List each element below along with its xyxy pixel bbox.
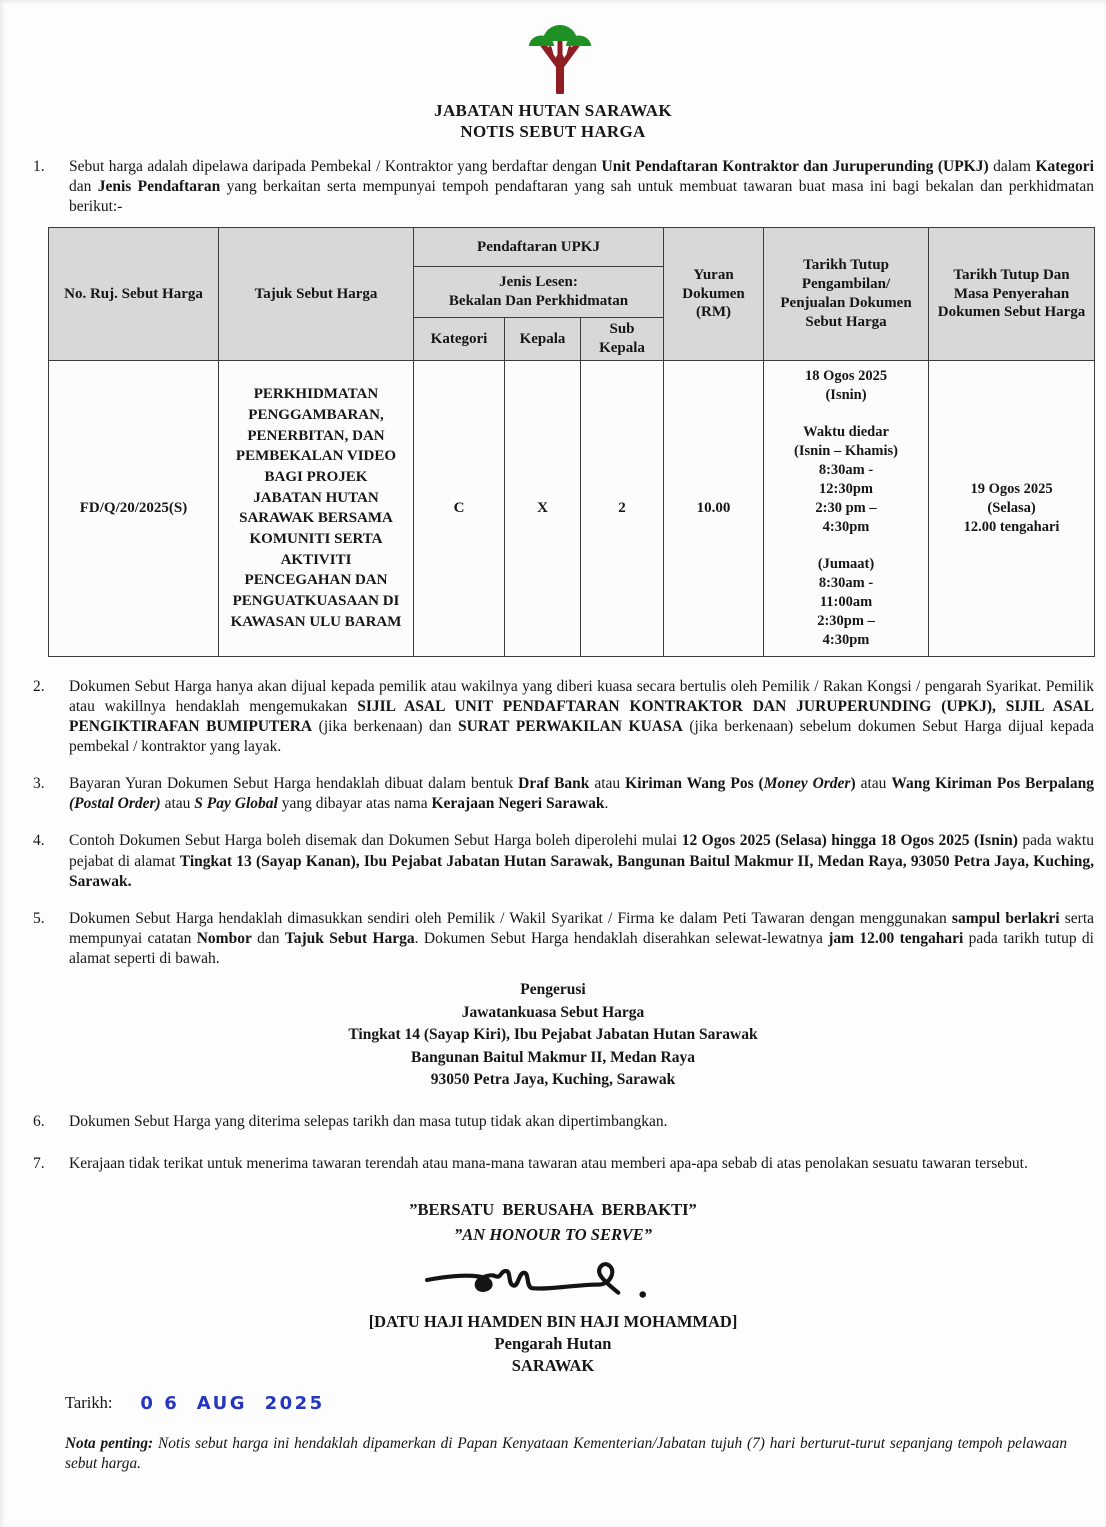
paragraph-6-number: 6.	[33, 1112, 45, 1130]
cell-kepala: X	[505, 360, 581, 656]
paragraph-1-number: 1.	[33, 157, 45, 175]
header-kategori: Kategori	[414, 317, 505, 360]
date-label: Tarikh:	[65, 1393, 113, 1413]
tender-table	[48, 227, 1095, 657]
signatory-region: SARAWAK	[511, 1355, 595, 1375]
date-row	[65, 1393, 1094, 1414]
paragraph-4	[33, 831, 1094, 891]
paragraph-4-number: 4.	[33, 832, 45, 850]
signatory-block	[12, 1311, 1094, 1376]
header-pendaftaran-upkj: Pendaftaran UPKJ	[414, 227, 664, 266]
cell-tajuk: PERKHIDMATAN PENGGAMBARAN, PENERBITAN, DAN PEMBEKALAN VIDEO BAGI PROJEK JABATAN HUTAN SARAWAK BERSAMA KOMUNITI SERTA AKTIVITI PENCEGAHAN DAN PENGUATKUASAAN DI KAWASAN ULU BARAM	[219, 360, 414, 656]
handwritten-signature-icon	[408, 1251, 698, 1309]
motto-block	[12, 1198, 1094, 1248]
paragraph-4-text: Contoh Dokumen Sebut Harga boleh disemak dan Dokumen Sebut Harga boleh diperolehi mulai 12 Ogos 2025 (Selasa) hingga 18 Ogos 2025 (Isnin) pada waktu pejabat di alamat Tingkat 13 (Sayap Kanan), Ibu Pejabat Jabatan Hutan Sarawak, Bangunan Baitul Makmur II, Medan Raya, 93050 Petra Jaya, Kuching, Sarawak.	[69, 832, 1094, 890]
paragraph-5-text: Dokumen Sebut Harga hendaklah dimasukkan sendiri oleh Pemilik / Wakil Syarikat / Firma ke dalam Peti Tawaran dengan menggunakan sampul berlakri serta mempunyai catatan Nombor dan Tajuk Sebut Harga. Dokumen Sebut Harga hendaklah diserahkan selewat-lewatnya jam 12.00 tengahari pada tarikh tutup di alamat seperti di bawah.	[69, 909, 1095, 968]
agency-logo	[12, 14, 1094, 96]
document-header	[12, 100, 1094, 143]
paragraph-2-number: 2.	[33, 677, 45, 695]
table-row	[49, 360, 1095, 656]
paragraph-3-number: 3.	[33, 775, 45, 793]
paragraph-6	[33, 1112, 1094, 1132]
submission-address: Pengerusi Jawatankuasa Sebut Harga Tingkat 14 (Sayap Kiri), Ibu Pejabat Jabatan Hutan Sarawak Bangunan Baitul Makmur II, Medan Raya 93050 Petra Jaya, Kuching, Sarawak	[348, 981, 758, 1089]
paragraph-1-text: Sebut harga adalah dipelawa daripada Pembekal / Kontraktor yang berdaftar dengan Unit Pendaftaran Kontraktor dan Juruperunding (UPKJ) dalam Kategori dan Jenis Pendaftaran yang berkaitan serta mempunyai tempoh pendaftaran yang sah untuk membuat tawaran buat masa ini bagi bekalan dan perkhidmatan berikut:-	[69, 157, 1095, 215]
cell-no-ruj: FD/Q/20/2025(S)	[49, 360, 219, 656]
paragraph-7-text: Kerajaan tidak terikat untuk menerima tawaran terendah atau mana-mana tawaran atau memberi apa-apa sebab di atas penolakan sesuatu tawaran tersebut.	[69, 1154, 1028, 1172]
signature	[12, 1251, 1094, 1311]
header-sub-kepala: Sub Kepala	[581, 317, 664, 360]
paragraph-1	[33, 157, 1094, 217]
header-no-ruj: No. Ruj. Sebut Harga	[49, 227, 219, 360]
header-jenis-lesen: Jenis Lesen: Bekalan Dan Perkhidmatan	[414, 266, 664, 317]
paragraph-5	[33, 909, 1094, 969]
cell-tarikh-penyerahan: 19 Ogos 2025 (Selasa) 12.00 tengahari	[929, 360, 1095, 656]
cell-yuran: 10.00	[664, 360, 764, 656]
signatory-name: [DATU HAJI HAMDEN BIN HAJI MOHAMMAD]	[368, 1312, 738, 1332]
paragraph-2-text: Dokumen Sebut Harga hanya akan dijual kepada pemilik atau wakilnya yang diberi kuasa secara bertulis oleh Pemilik / Rakan Kongsi / pengarah Syarikat. Pemilik atau wakillnya hendaklah mengemukakan SIJIL ASAL UNIT PENDAFTARAN KONTRAKTOR DAN JURUPERUNDING (UPKJ), SIJIL ASAL PENGIKTIRAFAN BUMIPUTERA (jika berkenaan) dan SURAT PERWAKILAN KUASA (jika berkenaan) sebelum dokumen Sebut Harga dijual kepada pembekal / kontraktor yang layak.	[69, 677, 1095, 755]
paragraph-2	[33, 677, 1094, 758]
paragraph-3-text: Bayaran Yuran Dokumen Sebut Harga hendaklah dibuat dalam bentuk Draf Bank atau Kiriman Wang Pos (Money Order) atau Wang Kiriman Pos Berpalang (Postal Order) atau S Pay Global yang dibayar atas nama Kerajaan Negeri Sarawak.	[69, 775, 1094, 813]
header-tarikh-pengambilan: Tarikh Tutup Pengambilan/ Penjualan Dokumen Sebut Harga	[764, 227, 929, 360]
header-tarikh-penyerahan: Tarikh Tutup Dan Masa Penyerahan Dokumen Sebut Harga	[929, 227, 1095, 360]
paragraph-7	[33, 1154, 1094, 1174]
cell-kategori: C	[414, 360, 505, 656]
tree-logo-icon	[528, 14, 592, 94]
header-tajuk: Tajuk Sebut Harga	[219, 227, 414, 360]
header-kepala: Kepala	[505, 317, 581, 360]
paragraph-3	[33, 774, 1094, 814]
paragraph-7-number: 7.	[33, 1154, 45, 1172]
org-name: JABATAN HUTAN SARAWAK	[434, 101, 672, 120]
header-yuran-dokumen: Yuran Dokumen (RM)	[664, 227, 764, 360]
signatory-title: Pengarah Hutan	[494, 1334, 612, 1354]
important-note: Nota penting: Notis sebut harga ini hendaklah dipamerkan di Papan Kenyataan Kementerian/Jabatan tujuh (7) hari berturut-turut sepanjang tempoh pelawaan sebut harga.	[65, 1434, 1067, 1473]
cell-tarikh-pengambilan: 18 Ogos 2025 (Isnin) Waktu diedar (Isnin – Khamis) 8:30am - 12:30pm 2:30 pm – 4:30pm (Jumaat) 8:30am - 11:00am 2:30pm – 4:30pm	[764, 360, 929, 656]
paragraph-5-number: 5.	[33, 909, 45, 927]
date-stamp: 0 6 AUG 2025	[140, 1392, 325, 1414]
document-title: NOTIS SEBUT HARGA	[460, 122, 646, 142]
motto-english: ”AN HONOUR TO SERVE”	[454, 1224, 652, 1244]
motto-malay: ”BERSATU BERUSAHA BERBAKTI”	[409, 1199, 697, 1219]
cell-sub-kepala: 2	[581, 360, 664, 656]
paragraph-6-text: Dokumen Sebut Harga yang diterima selepas tarikh dan masa tutup tidak akan dipertimbangkan.	[69, 1112, 668, 1130]
